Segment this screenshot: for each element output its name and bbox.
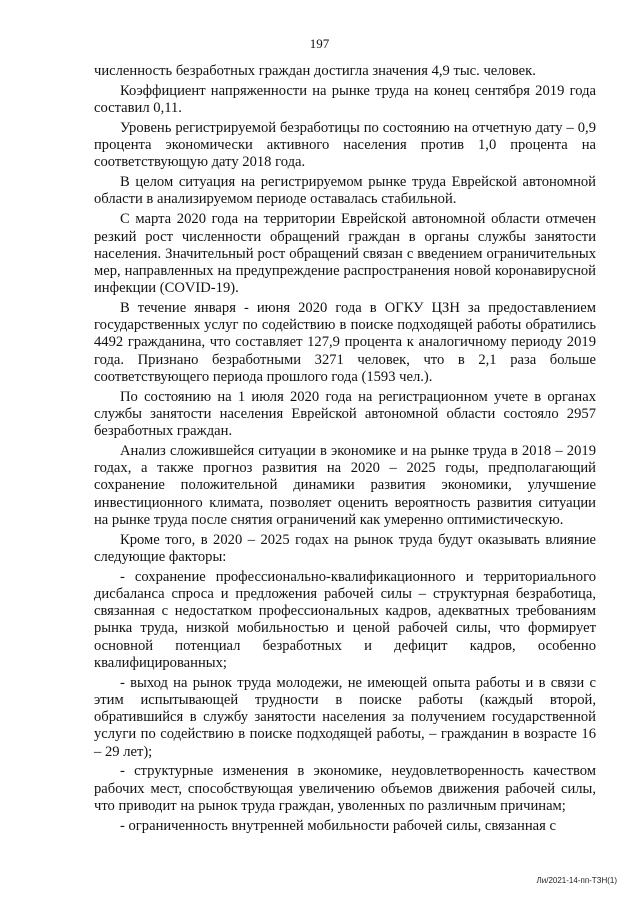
list-item: - выход на рынок труда молодежи, не имеющей опыта работы и в связи с этим испытывающей трудности в поиске работы (каждый второй, обратившийся в службу занятости населения за получением государственной услуги по содействию в поиске подходящей работы, – гражданин в возрасте 16 – 29 лет); xyxy=(94,674,596,760)
document-code: Ли/2021-14-пп-ТЗН(1) xyxy=(536,876,617,885)
paragraph: В целом ситуация на регистрируемом рынке труда Еврейской автономной области в анализируемом периоде оставалась стабильной. xyxy=(94,174,596,208)
list-item: - ограниченность внутренней мобильности рабочей силы, связанная с xyxy=(120,817,556,834)
list-item: - структурные изменения в экономике, неудовлетворенность качеством рабочих мест, способствующая увеличению объемов движения рабочей силы, что приводит на рынок труда граждан, уволенных по различным причинам; xyxy=(94,763,596,814)
paragraph: Уровень регистрируемой безработицы по состоянию на отчетную дату – 0,9 процента экономически активного населения против 1,0 процента на соответствующую дату 2018 года. xyxy=(94,119,596,171)
paragraph: Коэффициент напряженности на рынке труда на конец сентября 2019 года составил 0,11. xyxy=(94,82,596,117)
paragraph: По состоянию на 1 июля 2020 года на регистрационном учете в органах службы занятости населения Еврейской автономной области состояло 2957 безработных граждан. xyxy=(94,388,596,440)
paragraph: С марта 2020 года на территории Еврейской автономной области отмечен резкий рост численности обращений граждан в органы службы занятости населения. Значительный рост обращений связан с введением ограничительных мер, направленных на предупреждение распространения новой коронавирусной инфекции (COVID-19). xyxy=(94,211,596,297)
list-item: - сохранение профессионально-квалификационного и территориального дисбаланса спроса и предложения рабочей силы – структурная безработица, связанная с недостатком профессиональных кадров, адекватных требованиям рынка труда, низкой мобильностью и ценой рабочей силы, что формирует основной потенциал безработных и дефицит кадров, особенно квалифицированных; xyxy=(94,568,596,671)
document-body xyxy=(94,63,596,835)
paragraph: Кроме того, в 2020 – 2025 годах на рынок труда будут оказывать влияние следующие факторы: xyxy=(94,531,596,565)
page-number: 197 xyxy=(309,36,330,51)
paragraph: численность безработных граждан достигла значения 4,9 тыс. человек. xyxy=(94,63,536,79)
paragraph: В течение января - июня 2020 года в ОГКУ ЦЗН за предоставлением государственных услуг по содействию в поиске подходящей работы обратились 4492 гражданина, что составляет 127,9 процента к аналогичному периоду 2019 года. Признано безработными 3271 человек, что в 2,1 раза больше соответствующего периода прошлого года (1593 чел.). xyxy=(94,300,596,385)
paragraph: Анализ сложившейся ситуации в экономике и на рынке труда в 2018 – 2019 годах, а также прогноз развития на 2020 – 2025 годы, предполагающий сохранение положительной динамики развития экономики, улучшение инвестиционного климата, позволяет оценить вероятность развития ситуации на рынке труда после снятия ограничений как умеренно оптимистическую. xyxy=(94,443,596,528)
